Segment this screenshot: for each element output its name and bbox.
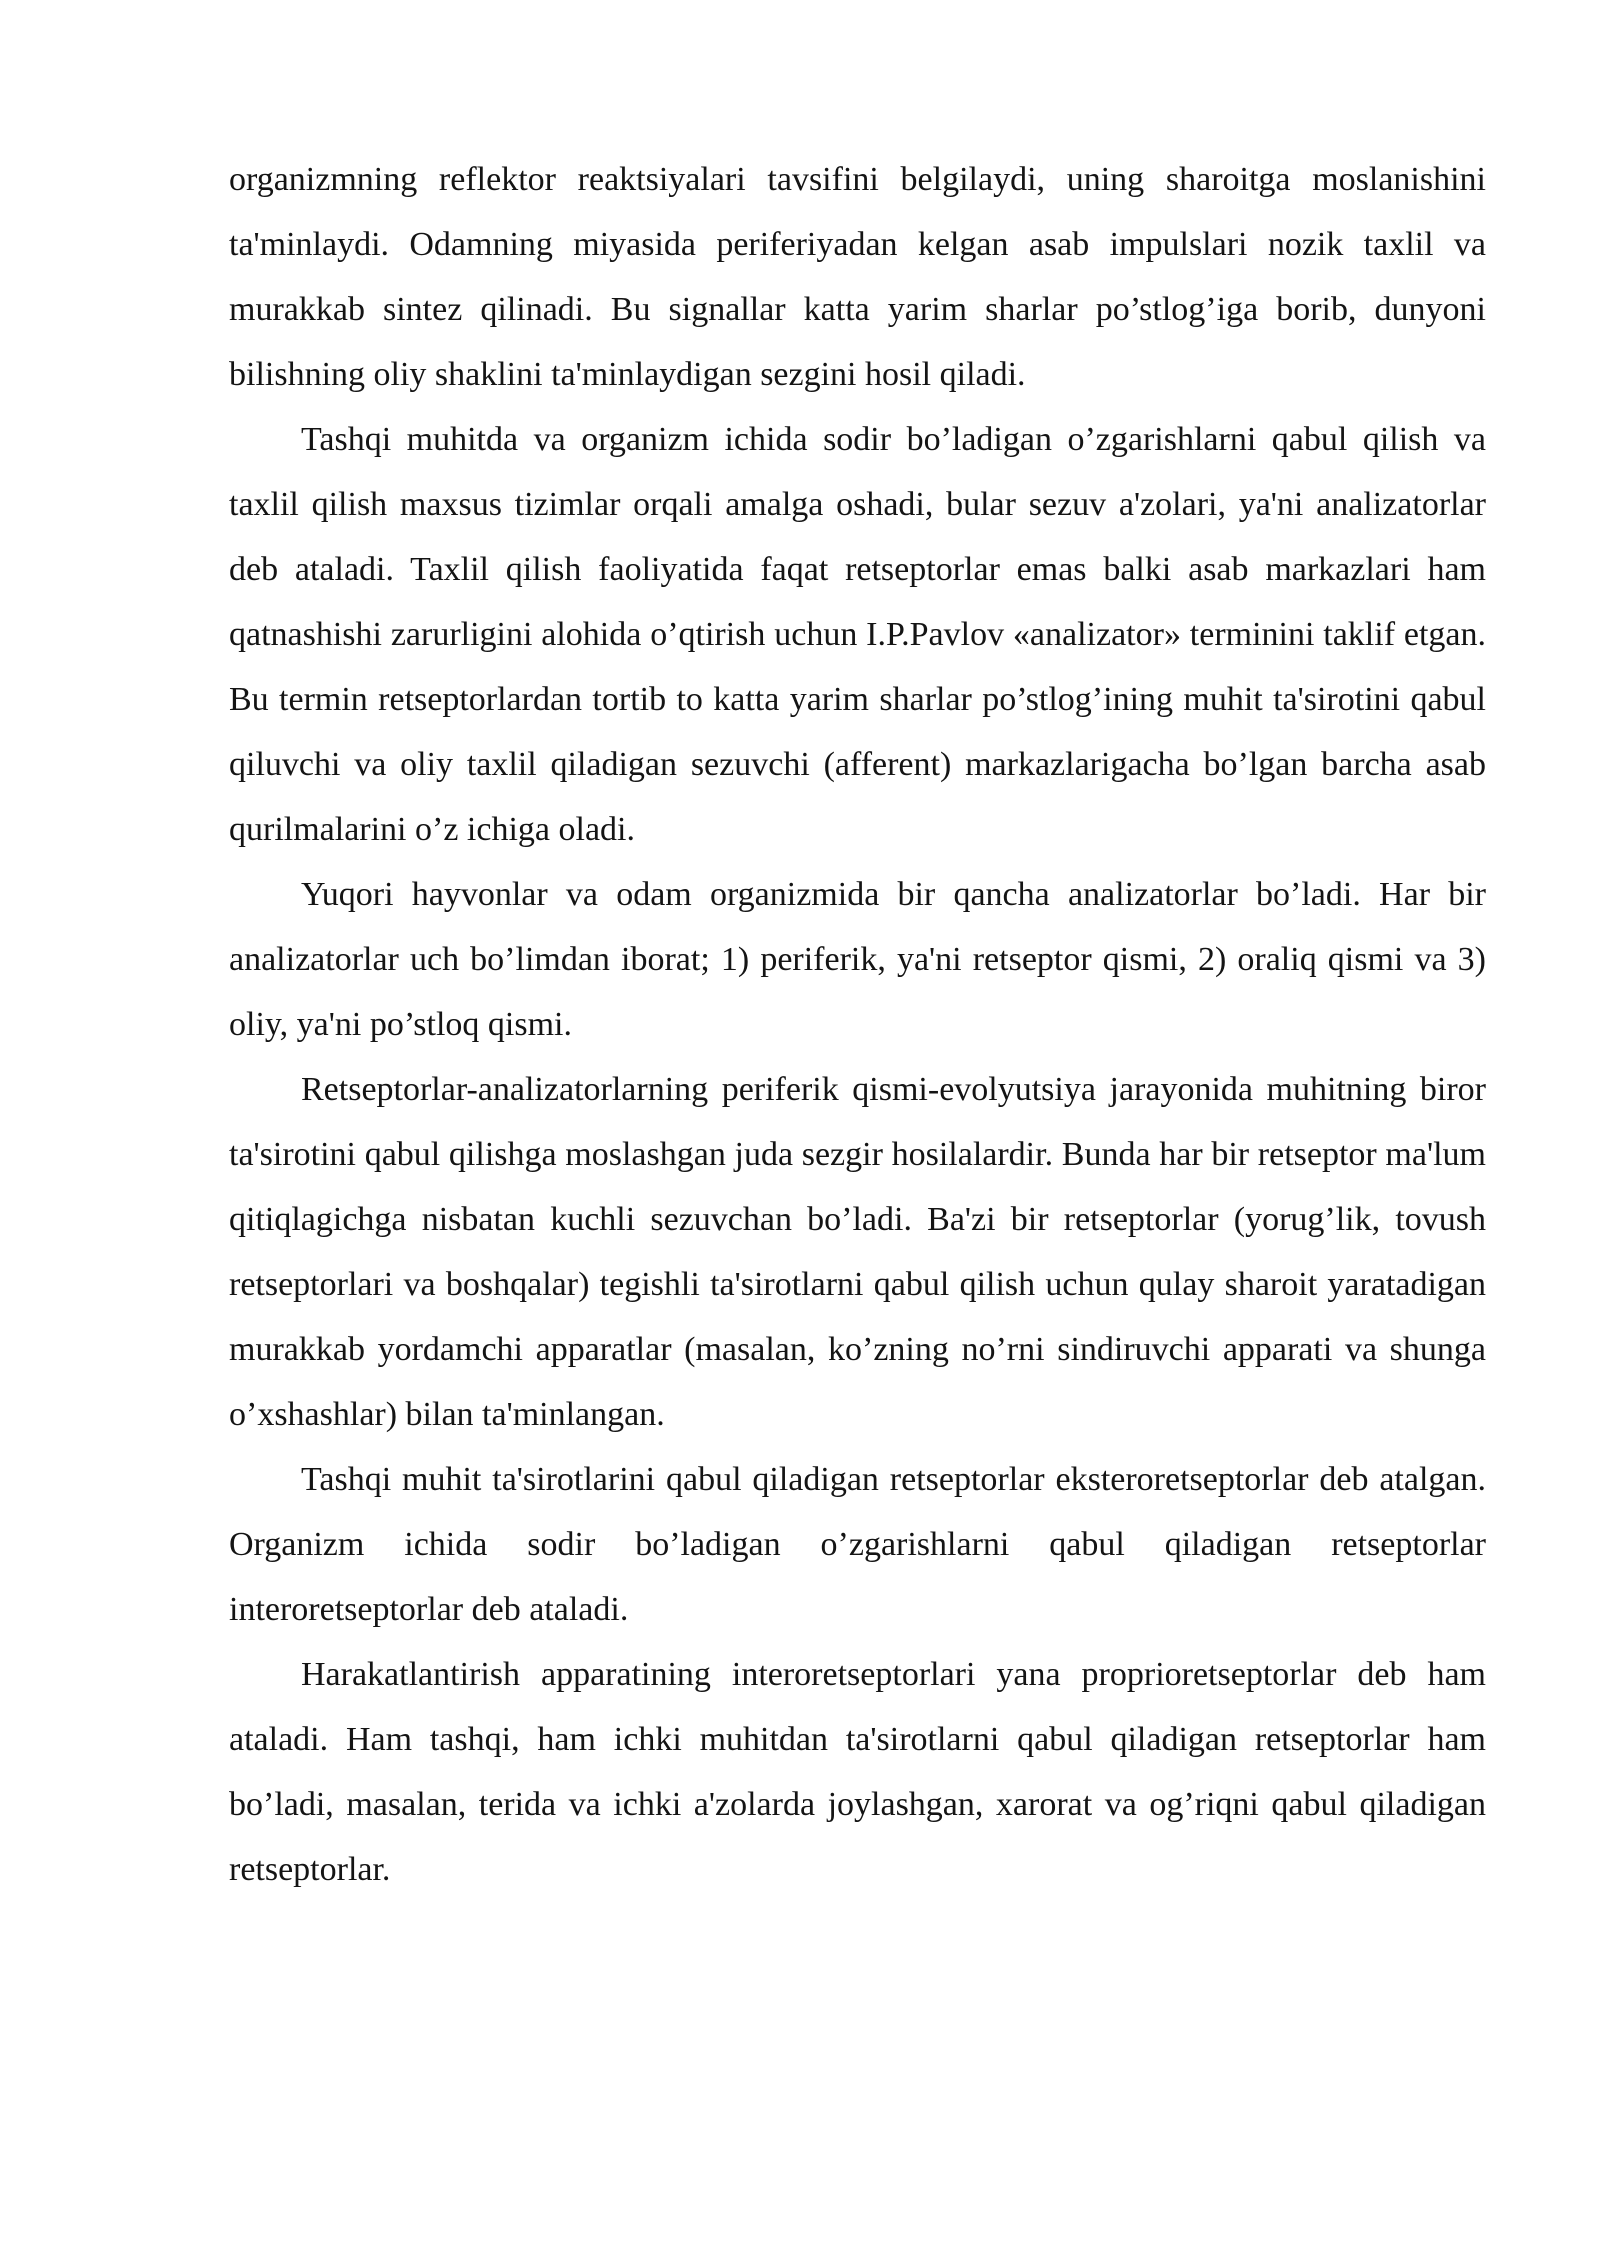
paragraph-5: Tashqi muhit ta'sirotlarini qabul qiladigan retseptorlar eksteroretseptorlar deb atalgan. Organizm ichida sodir bo’ladigan o’zgarishlarni qabul qiladigan retseptorlar interoretseptorlar deb ataladi. [229,1461,1486,1628]
paragraph-6: Harakatlantirish apparatining interoretseptorlari yana proprioretseptorlar deb ham ataladi. Ham tashqi, ham ichki muhitdan ta'sirotlarni qabul qiladigan retseptorlar ham bo’ladi, masalan, terida va ichki a'zolarda joylashgan, xarorat va og’riqni qabul qiladigan retseptorlar. [229,1656,1486,1888]
paragraph-4: Retseptorlar-analizatorlarning periferik qismi-evolyutsiya jarayonida muhitning biror ta'sirotini qabul qilishga moslashgan juda sezgir hosilalardir. Bunda har bir retseptor ma'lum qitiqlagichga nisbatan kuchli sezuvchan bo’ladi. Ba'zi bir retseptorlar (yorug’lik, tovush retseptorlari va boshqalar) tegishli ta'sirotlarni qabul qilish uchun qulay sharoit yaratadigan murakkab yordamchi apparatlar (masalan, ko’zning no’rni sindiruvchi apparati va shunga o’xshashlar) bilan ta'minlangan. [229,1071,1486,1433]
paragraph-1: organizmning reflektor reaktsiyalari tavsifini belgilaydi, uning sharoitga moslanishini ta'minlaydi. Odamning miyasida periferiyadan kelgan asab impulslari nozik taxlil va murakkab sintez qilinadi. Bu signallar katta yarim sharlar po’stlog’iga borib, dunyoni bilishning oliy shaklini ta'minlaydigan sezgini hosil qiladi. [229,161,1486,393]
body-text [229,147,1486,1902]
paragraph-2: Tashqi muhitda va organizm ichida sodir bo’ladigan o’zgarishlarni qabul qilish va taxlil qilish maxsus tizimlar orqali amalga oshadi, bular sezuv a'zolari, ya'ni analizatorlar deb ataladi. Taxlil qilish faoliyatida faqat retseptorlar emas balki asab markazlari ham qatnashishi zarurligini alohida o’qtirish uchun I.P.Pavlov «analizator» terminini taklif etgan. Bu termin retseptorlardan tortib to katta yarim sharlar po’stlog’ining muhit ta'sirotini qabul qiluvchi va oliy taxlil qiladigan sezuvchi (afferent) markazlarigacha bo’lgan barcha asab qurilmalarini o’z ichiga oladi. [229,421,1486,848]
paragraph-3: Yuqori hayvonlar va odam organizmida bir qancha analizatorlar bo’ladi. Har bir analizatorlar uch bo’limdan iborat; 1) periferik, ya'ni retseptor qismi, 2) oraliq qismi va 3) oliy, ya'ni po’stloq qismi. [229,876,1486,1043]
